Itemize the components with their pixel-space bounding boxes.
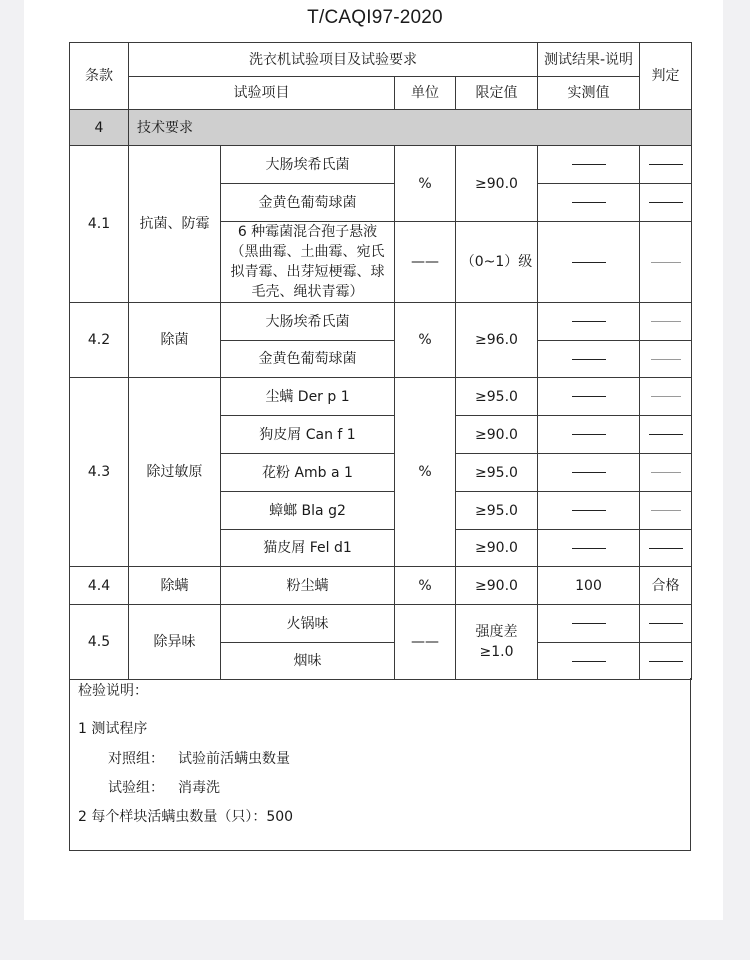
limit-4-1-a: ≥90.0 (456, 146, 538, 222)
header-measured: 实测值 (538, 77, 640, 110)
item-4-3-d: 蟑螂 Bla g2 (221, 492, 395, 530)
limit-4-5 (456, 605, 538, 680)
judgement-4-3-b (640, 416, 692, 454)
dash-mark (572, 623, 606, 624)
dash-mark (572, 548, 606, 549)
section-number: 4 (70, 110, 129, 146)
section-title: 技术要求 (129, 110, 692, 146)
dash-mark (651, 472, 681, 473)
dash-mark (572, 164, 606, 165)
judgement-4-1-a (640, 146, 692, 184)
notes-line-1: 1 测试程序 (78, 721, 148, 737)
judgement-4-3-a (640, 378, 692, 416)
measured-4-2-a (538, 303, 640, 341)
dash-mark (572, 472, 606, 473)
measured-4-5-b (538, 643, 640, 680)
measured-4-4: 100 (538, 567, 640, 605)
test-requirements-table (69, 42, 692, 680)
measured-4-1-b (538, 184, 640, 222)
item-4-3-c: 花粉 Amb a 1 (221, 454, 395, 492)
notes-control-value: 试验前活螨虫数量 (178, 751, 290, 767)
dash-mark (572, 321, 606, 322)
notes-heading: 检验说明： (78, 683, 148, 699)
dash-mark (649, 164, 683, 165)
measured-4-3-c (538, 454, 640, 492)
judgement-4-1-c (640, 222, 692, 303)
header-unit: 单位 (395, 77, 456, 110)
limit-4-3-a: ≥95.0 (456, 378, 538, 416)
category-4-1: 抗菌、防霉 (129, 146, 221, 303)
item-4-3-b: 狗皮屑 Can f 1 (221, 416, 395, 454)
clause-4-1: 4.1 (70, 146, 129, 303)
judgement-4-3-e (640, 530, 692, 567)
notes-line-4: 2 每个样块活螨虫数量（只）：500 (78, 809, 294, 825)
clause-4-3: 4.3 (70, 378, 129, 567)
judgement-4-5-b (640, 643, 692, 680)
unit-4-2: % (395, 303, 456, 378)
dash-mark (572, 202, 606, 203)
measured-4-1-c (538, 222, 640, 303)
dash-mark (651, 321, 681, 322)
judgement-4-3-c (640, 454, 692, 492)
item-4-2-b: 金黄色葡萄球菌 (221, 341, 395, 378)
item-4-4: 粉尘螨 (221, 567, 395, 605)
unit-4-1-a: % (395, 146, 456, 222)
header-judgement: 判定 (640, 43, 692, 110)
item-4-2-a: 大肠埃希氏菌 (221, 303, 395, 341)
judgement-4-3-d (640, 492, 692, 530)
odor-limit-text: 强度差≥1.0 (475, 624, 518, 660)
judgement-4-1-b (640, 184, 692, 222)
dash-mark (651, 359, 681, 360)
dash-mark (651, 396, 681, 397)
clause-4-2: 4.2 (70, 303, 129, 378)
limit-4-3-e: ≥90.0 (456, 530, 538, 567)
measured-4-3-d (538, 492, 640, 530)
dash-mark (572, 510, 606, 511)
dash-mark (649, 434, 683, 435)
measured-4-3-e (538, 530, 640, 567)
item-4-5-a: 火锅味 (221, 605, 395, 643)
judgement-4-5-a (640, 605, 692, 643)
header-group: 洗衣机试验项目及试验要求 (129, 43, 538, 77)
item-4-1-a: 大肠埃希氏菌 (221, 146, 395, 184)
inspection-notes (69, 678, 691, 851)
limit-4-3-b: ≥90.0 (456, 416, 538, 454)
measured-4-5-a (538, 605, 640, 643)
unit-4-1-c: —— (395, 222, 456, 303)
dash-mark (572, 661, 606, 662)
limit-4-3-d: ≥95.0 (456, 492, 538, 530)
judgement-4-2-b (640, 341, 692, 378)
dash-mark (572, 396, 606, 397)
limit-4-3-c: ≥95.0 (456, 454, 538, 492)
header-item: 试验项目 (129, 77, 395, 110)
category-4-2: 除菌 (129, 303, 221, 378)
mold-suspension-text: 6 种霉菌混合孢子悬液（黑曲霉、土曲霉、宛氏拟青霉、出芽短梗霉、球毛壳、绳状青霉） (230, 224, 385, 300)
category-4-3: 除过敏原 (129, 378, 221, 567)
header-clause: 条款 (70, 43, 129, 110)
judgement-4-2-a (640, 303, 692, 341)
measured-4-3-a (538, 378, 640, 416)
limit-4-4: ≥90.0 (456, 567, 538, 605)
item-4-3-a: 尘螨 Der p 1 (221, 378, 395, 416)
dash-mark (572, 434, 606, 435)
dash-mark (649, 202, 683, 203)
unit-4-3: % (395, 378, 456, 567)
dash-mark (572, 359, 606, 360)
unit-4-4: % (395, 567, 456, 605)
notes-control-label: 对照组： (108, 751, 164, 767)
unit-4-5: —— (395, 605, 456, 680)
limit-4-1-c: （0~1）级 (456, 222, 538, 303)
dash-mark (649, 623, 683, 624)
category-4-5: 除异味 (129, 605, 221, 680)
item-4-1-c (221, 222, 395, 303)
dash-mark (649, 661, 683, 662)
dash-mark (651, 510, 681, 511)
clause-4-5: 4.5 (70, 605, 129, 680)
item-4-1-b: 金黄色葡萄球菌 (221, 184, 395, 222)
item-4-3-e: 猫皮屑 Fel d1 (221, 530, 395, 567)
judgement-4-4: 合格 (640, 567, 692, 605)
measured-4-2-b (538, 341, 640, 378)
dash-mark (649, 548, 683, 549)
item-4-5-b: 烟味 (221, 643, 395, 680)
clause-4-4: 4.4 (70, 567, 129, 605)
notes-test-value: 消毒洗 (178, 780, 220, 796)
dash-mark (651, 262, 681, 263)
header-limit: 限定值 (456, 77, 538, 110)
header-result-group: 测试结果-说明 (538, 43, 640, 77)
measured-4-1-a (538, 146, 640, 184)
measured-4-3-b (538, 416, 640, 454)
dash-mark (572, 262, 606, 263)
notes-test-label: 试验组： (108, 780, 164, 796)
category-4-4: 除螨 (129, 567, 221, 605)
limit-4-2: ≥96.0 (456, 303, 538, 378)
document-code: T/CAQI97-2020 (307, 7, 443, 28)
